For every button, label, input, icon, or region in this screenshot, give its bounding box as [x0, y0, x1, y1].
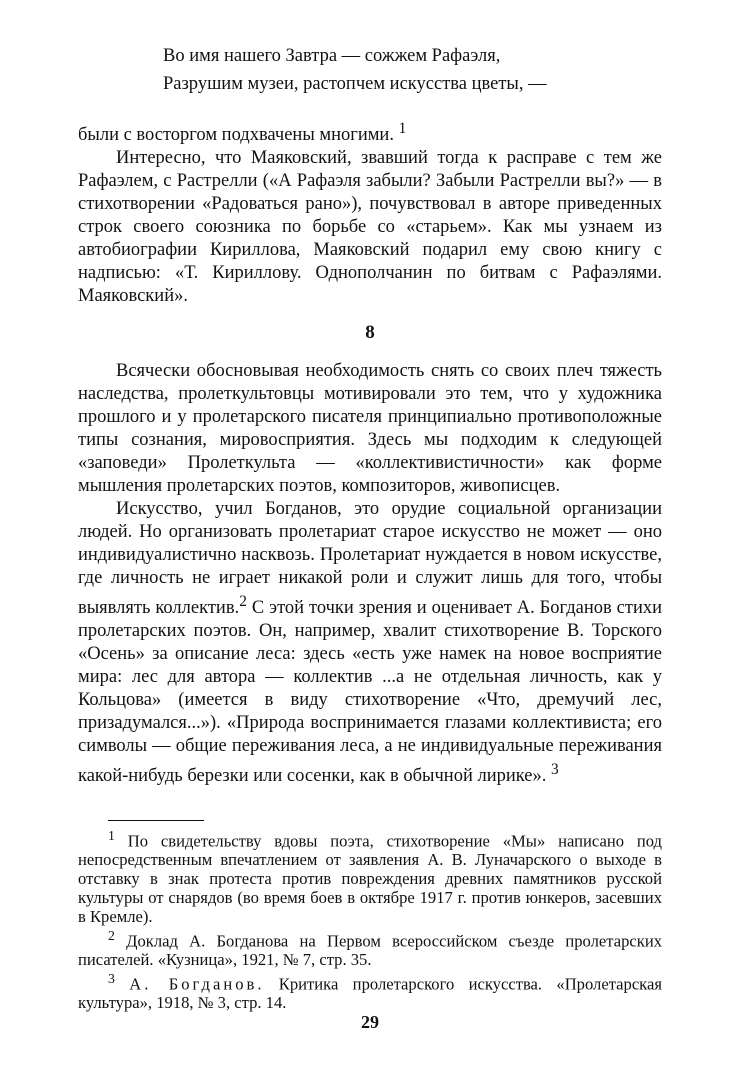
- footnote-3-author: А. Богданов.: [129, 974, 265, 994]
- footnote-ref-1[interactable]: 1: [398, 120, 407, 137]
- footnotes: [78, 827, 662, 1013]
- paragraph-heritage: Всячески обосновывая необходимость снять со своих плеч тяжесть наследства, пролеткультовцы мотивировали это тем, что у художника прошлого и у пролетарского писателя принципиально противоположные типы сознания, мировосприятия. Здесь мы подходим к следующей «заповеди» Пролеткульта — «коллективистичности» как форме мышления пролетарских поэтов, композиторов, живописцев.: [78, 361, 662, 496]
- footnote-1-text: По свидетельству вдовы поэта, стихотворение «Мы» написано под непосредственным впечатлением от заявления А. В. Луначарского о выходе в отставку в знак протеста против повреждения древних памятников русской культуры от снарядов (во время боев в октябре 1917 г. против юнкеров, засевших в Кремле).: [78, 831, 662, 926]
- footnote-3: [78, 970, 662, 1013]
- footnote-3-mark: 3: [108, 970, 115, 986]
- paragraph-bogdanov: [78, 498, 662, 788]
- page-number: 29: [361, 1012, 379, 1032]
- footnote-1: [78, 827, 662, 927]
- footnote-2-mark: 2: [108, 927, 115, 943]
- paragraph-bogdanov-part-2: С этой точки зрения и оценивает А. Богданов стихи пролетарских поэтов. Он, например, хвалит стихотворение В. Торского «Осень» за описание леса: здесь «есть уже намек на новое восприятие мира: лес для автора — коллектив ...а не отдельная личность, как у Кольцова» (имеется в виду стихотворение «Что, дремучий лес, призадумался...»). «Природа воспринимается глазами коллективиста; его символы — общие переживания леса, а не индивидуальные переживания какой-нибудь березки или сосенки, как в обычной лирике».: [78, 598, 662, 787]
- verse-line-1: Во имя нашего Завтра — сожжем Рафаэля,: [163, 46, 501, 66]
- footnote-ref-2[interactable]: 2: [239, 593, 247, 610]
- section-number: 8: [365, 322, 375, 343]
- footnote-3-text: Критика пролетарского искусства. «Пролетарская культура», 1918, № 3, стр. 14.: [78, 974, 662, 1012]
- verse-line-2: Разрушим музеи, растопчем искусства цветы, —: [163, 74, 547, 94]
- paragraph-mayakovsky: Интересно, что Маяковский, звавший тогда к расправе с тем же Рафаэлем, с Растрелли («А Рафаэля забыли? Забыли Растрелли вы?» — в стихотворении «Радоваться рано»), почувствовал в авторе приведенных строк своего союзника по борьбе со «старьем». Как мы узнаем из автобиографии Кириллова, Маяковский подарил ему свою книгу с надписью: «Т. Кириллову. Однополчанин по битвам с Рафаэлями. Маяковский».: [78, 148, 662, 307]
- paragraph-bogdanov-part-1: Искусство, учил Богданов, это орудие социальной организации людей. Но организовать пролетариат старое искусство не может — оно индивидуалистично насквозь. Пролетариат нуждается в новом искусстве, где личность не играет никакой роли и служит лишь для того, чтобы выявлять коллектив.: [78, 499, 662, 619]
- text-block-top: [78, 117, 662, 308]
- text-block-main: [78, 360, 662, 788]
- footnote-separator: [108, 820, 204, 821]
- footnote-1-mark: 1: [108, 828, 115, 843]
- footnote-ref-3[interactable]: 3: [551, 761, 559, 779]
- verse-quote: [163, 42, 547, 98]
- footnote-2-text: Доклад А. Богданова на Первом всероссийском съезде пролетарских писателей. «Кузница», 1921, № 7, стр. 35.: [78, 931, 662, 969]
- paragraph-continuation-text: были с восторгом подхвачены многими.: [78, 125, 394, 146]
- paragraph-continuation: [78, 117, 662, 147]
- footnote-2: [78, 927, 662, 970]
